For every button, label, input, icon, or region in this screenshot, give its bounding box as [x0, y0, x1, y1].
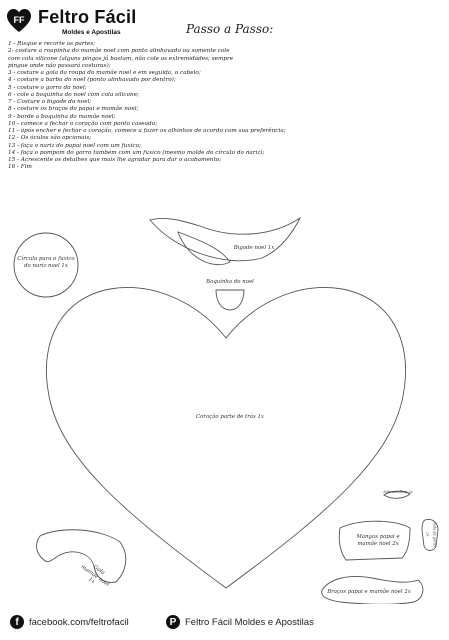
sleeves-label: Mangas papai e mamãe noel 2x [356, 534, 400, 547]
facebook-link[interactable] [10, 615, 129, 629]
instruction-line: 14 - faça o pompom do gorro também com um fuxico (mesmo molde do círculo do nariz); [8, 149, 265, 156]
mustache-piece [150, 218, 300, 261]
instruction-line: 4 - costure a barba do noel (ponto alinhavado por dentro); [8, 77, 176, 84]
instruction-line: 11 - após encher e fechar o coração, comece a fazer os olhinhos de acordo com sua preferência; [8, 128, 286, 134]
hat-sole-label: Sola da gorro 2x [426, 522, 437, 547]
instruction-line: 15 - Acrescente os detalhes que mais lhe agradar para dar o acabamento; [8, 157, 222, 163]
logo-letters: FF [13, 15, 25, 25]
collar-label: Gola mamãe noel 1x [79, 563, 111, 588]
instruction-line: 2- costure a roupinha do mamãe noel com ponto alinhavado ou somente cole [8, 48, 230, 55]
brand-subtitle: Moldes e Apostilas [62, 29, 121, 36]
instruction-line: 8 - costure os braços do papai e mamãe noel; [8, 106, 139, 113]
heart-label: Coração parte de trás 1x [196, 414, 264, 420]
heart-piece [46, 288, 405, 588]
instruction-line: 5 - costure o gorro do noel; [8, 84, 87, 91]
instruction-line: pingue onde não passará costuras); [8, 62, 111, 69]
instruction-line: 13 - faça o nariz do papai noel com um fuxico; [8, 142, 141, 149]
mustache-label: Bigode noel 1x [233, 245, 275, 251]
instruction-line: com cola silicone (alguns pingos já bastam, não cole as extremidades; sempre [8, 55, 234, 62]
pinterest-link[interactable] [166, 615, 314, 629]
instruction-line: 10 - comece a fechar o coração com ponto caseado; [8, 120, 157, 127]
pinterest-icon: P [166, 615, 180, 629]
facebook-text: facebook.com/feltrofacil [29, 616, 129, 628]
instruction-line: 9 - borde a boquinha do mamãe noel; [8, 113, 116, 120]
eyebrow-label: Sobrancelhas 2x [383, 490, 413, 494]
mouth-label: Boquinha do noel [206, 279, 254, 285]
instruction-line: 3 - costure a gola da roupa do mamãe noel e em seguida, o cabelo; [8, 70, 201, 76]
instruction-line: 7 - Costure o bigode do noel; [8, 99, 92, 105]
instruction-line: 6 - cole a boquinha do noel com cola silicone; [8, 91, 139, 98]
instruction-line: 12 - Os óculos são opcionais; [8, 135, 92, 142]
page-title: Passo a Passo: [186, 22, 274, 36]
instruction-line: 16 - Fim [8, 164, 32, 171]
arms-label: Braços papai e mamãe noel 2x [327, 589, 411, 595]
facebook-icon: f [10, 615, 24, 629]
pinterest-text: Feltro Fácil Moldes e Apostilas [185, 616, 314, 628]
brand-title: Feltro Fácil [38, 7, 137, 27]
mouth-piece [216, 290, 244, 310]
nose-circle-label: Círculo para o fuxico do nariz noel 1x [17, 256, 75, 269]
instruction-line: 1 - Risque e recorte as partes; [8, 41, 96, 47]
footer [0, 604, 449, 640]
